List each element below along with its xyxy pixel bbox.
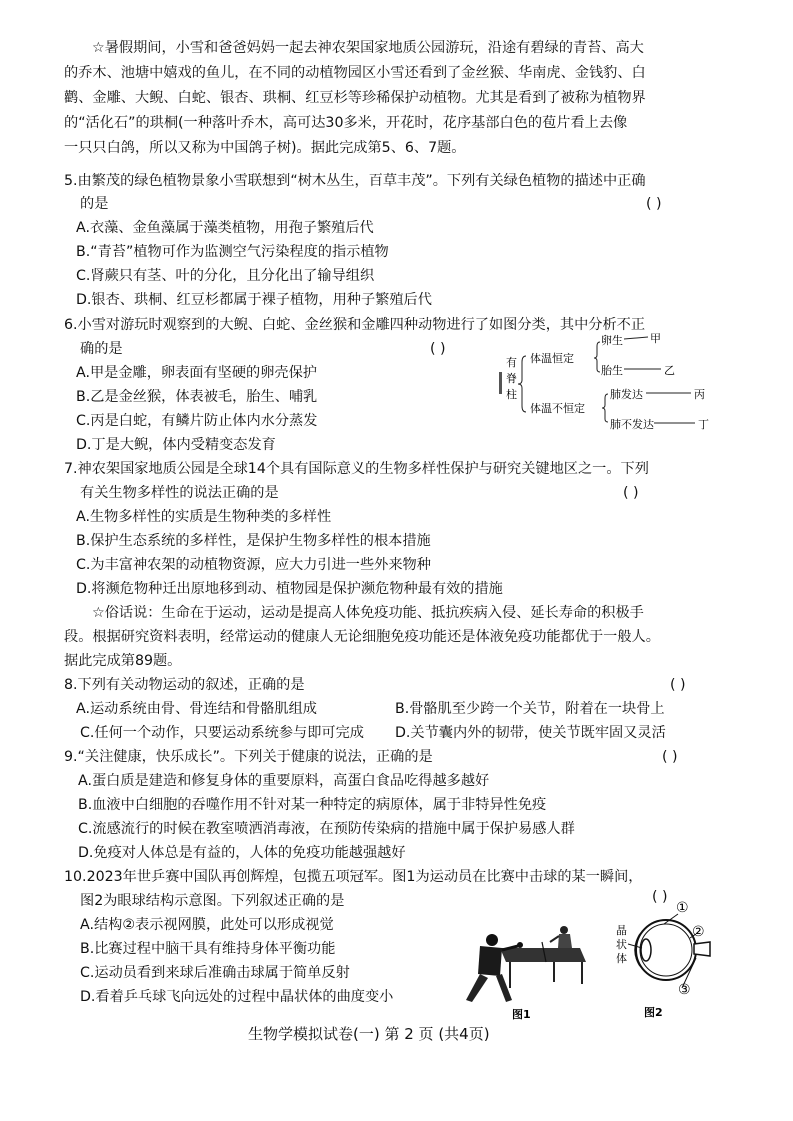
root-label-3: 柱 [506, 388, 517, 401]
q10-option-a: A.结构②表示视网膜，此处可以形成视觉 [80, 917, 334, 933]
q5-option-d: D.银杏、珙桐、红豆杉都属于裸子植物，用种子繁殖后代 [76, 292, 432, 308]
marker-2: ② [692, 924, 705, 940]
q5-stem: 5.由繁茂的绿色植物景象小雪联想到“树木丛生，百草丰茂”。下列有关绿色植物的描述中正确 [64, 173, 646, 189]
q5-option-b: B.“青苔”植物可作为监测空气污染程度的指示植物 [76, 244, 389, 260]
q5-option-a: A.衣藻、金鱼藻属于藻类植物，用孢子繁殖后代 [76, 220, 374, 236]
q7-answer-paren: ( ) [623, 485, 639, 501]
q9-stem: 9.“关注健康，快乐成长”。下列关于健康的说法，正确的是 [64, 749, 433, 765]
warm-brace [594, 342, 600, 372]
q6-option-c: C.丙是白蛇，有鳞片防止体内水分蒸发 [76, 413, 318, 429]
root-label-1: 有 [506, 356, 517, 369]
q9-option-b: B.血液中白细胞的吞噬作用不针对某一种特定的病原体，属于非特异性免疫 [78, 797, 547, 813]
q8-option-d: D.关节囊内外的韧带，使关节既牢固又灵活 [395, 725, 666, 741]
lung-undeveloped-label: 肺不发达 [610, 418, 654, 431]
table-top [500, 948, 586, 962]
intro2-line: 据此完成第89题。 [64, 653, 182, 669]
q5-stem: 的是 [80, 196, 109, 212]
q9-answer-paren: ( ) [662, 749, 678, 765]
q5-option-c: C.肾蕨只有茎、叶的分化，且分化出了输导组织 [76, 268, 375, 284]
q10-option-c: C.运动员看到来球后准确击球属于简单反射 [80, 965, 350, 981]
q7-stem: 有关生物多样性的说法正确的是 [80, 485, 279, 501]
far-player-head [560, 926, 568, 934]
lens-label-3: 体 [616, 952, 627, 965]
eye-structure-illustration [600, 898, 712, 1022]
q10-stem: 图2为眼球结构示意图。下列叙述正确的是 [80, 893, 345, 909]
q6-answer-paren: ( ) [430, 341, 446, 357]
q9-option-d: D.免疫对人体总是有益的，人体的免疫功能越强越好 [78, 845, 406, 861]
q8-answer-paren: ( ) [670, 677, 686, 693]
figure-1-table-tennis [462, 918, 592, 1022]
cold-label: 体温不恒定 [530, 402, 585, 415]
q9-option-a: A.蛋白质是建造和修复身体的重要原料，高蛋白食品吃得越多越好 [78, 773, 490, 789]
q6-option-a: A.甲是金雕，卵表面有坚硬的卵壳保护 [76, 365, 317, 381]
near-player-body [478, 946, 502, 976]
q7-option-c: C.为丰富神农架的动植物资源，应大力引进一些外来物种 [76, 557, 431, 573]
far-player-body [558, 934, 572, 948]
warm-label: 体温恒定 [530, 352, 574, 365]
figure-2-eye [600, 898, 712, 1022]
result-bing: 丙 [694, 388, 705, 401]
classification-diagram [498, 332, 718, 436]
q8-option-c: C.任何一个动作，只要运动系统参与即可完成 [80, 725, 364, 741]
intro1-line: 一只只白鸽，所以又称为中国鸽子树)。据此完成第5、6、7题。 [64, 140, 466, 156]
cold-brace [602, 394, 608, 422]
table-tennis-illustration [462, 918, 592, 1022]
root-brace [518, 356, 526, 412]
q8-option-a: A.运动系统由骨、骨连结和骨骼肌组成 [76, 701, 317, 717]
racket [517, 942, 523, 948]
q8-option-b: B.骨骼肌至少跨一个关节，附着在一块骨上 [395, 701, 665, 717]
near-player-leg [466, 974, 488, 1002]
q9-option-c: C.流感流行的时候在教室喷洒消毒液，在预防传染病的措施中属于保护易感人群 [78, 821, 575, 837]
marker-3: ③ [678, 982, 691, 998]
intro1-line: 鹳、金雕、大鲵、白蛇、银杏、珙桐、红豆杉等珍稀保护动植物。尤其是看到了被称为植物界 [64, 90, 646, 106]
q6-option-d: D.丁是大鲵，体内受精变态发育 [76, 437, 276, 453]
intro1-line: 的乔木、池塘中嬉戏的鱼儿，在不同的动植物园区小雪还看到了金丝猴、华南虎、金钱豹、白 [64, 65, 646, 81]
q10-answer-paren: ( ) [652, 889, 668, 905]
page-footer: 生物学模拟试卷(一) 第 2 页 (共4页) [248, 1025, 490, 1043]
q10-option-d: D.看着乒乓球飞向远处的过程中晶状体的曲度变小 [80, 989, 394, 1005]
result-yi: 乙 [664, 364, 675, 377]
q5-answer-paren: ( ) [646, 196, 662, 212]
intro2-line: ☆俗话说：生命在于运动，运动是提高人体免疫功能、抵抗疾病入侵、延长寿命的积极手 [92, 605, 644, 621]
oviparous-label: 卵生 [601, 334, 623, 347]
q6-stem: 确的是 [80, 341, 123, 357]
lens [641, 939, 651, 961]
intro1-line: 的“活化石”的珙桐(一种落叶乔木，高可达30多米，开花时，花序基部白色的苞片看上去像 [64, 115, 628, 131]
root-label-2: 脊 [506, 372, 517, 385]
line-jia [624, 337, 648, 339]
figure-2-caption: 图2 [644, 1006, 663, 1019]
optic-nerve [694, 942, 710, 956]
result-ding: 丁 [698, 418, 709, 431]
q7-stem: 7.神农架国家地质公园是全球14个具有国际意义的生物多样性保护与研究关键地区之一。下列 [64, 461, 649, 477]
root-marker [499, 372, 502, 394]
q6-option-b: B.乙是金丝猴，体表被毛，胎生、哺乳 [76, 389, 318, 405]
result-jia: 甲 [650, 332, 661, 345]
q10-stem: 10.2023年世乒赛中国队再创辉煌，包揽五项冠军。图1为运动员在比赛中击球的某一瞬间， [64, 869, 643, 885]
intro2-line: 段。根据研究资料表明，经常运动的健康人无论细胞免疫功能还是体液免疫功能都优于一般人。 [64, 629, 660, 645]
intro1-line: ☆暑假期间，小雪和爸爸妈妈一起去神农架国家地质公园游玩，沿途有碧绿的青苔、高大 [92, 40, 644, 56]
marker-1: ① [676, 900, 689, 916]
lens-label-2: 状 [616, 938, 627, 951]
lung-developed-label: 肺发达 [610, 388, 643, 401]
viviparous-label: 胎生 [601, 364, 623, 377]
far-player-arm [550, 936, 559, 942]
q7-option-a: A.生物多样性的实质是生物种类的多样性 [76, 509, 332, 525]
q7-option-d: D.将濒危物种迁出原地移到动、植物园是保护濒危物种最有效的措施 [76, 581, 503, 597]
lens-label-1: 晶 [616, 924, 627, 937]
q7-option-b: B.保护生态系统的多样性，是保护生物多样性的根本措施 [76, 533, 431, 549]
q6-stem: 6.小雪对游玩时观察到的大鲵、白蛇、金丝猴和金雕四种动物进行了如图分类，其中分析不正 [64, 317, 646, 333]
q10-option-b: B.比赛过程中脑干具有维持身体平衡功能 [80, 941, 336, 957]
near-player-head [486, 934, 498, 946]
figure-1-caption: 图1 [512, 1008, 531, 1021]
classification-svg [498, 332, 718, 436]
q8-stem: 8.下列有关动物运动的叙述，正确的是 [64, 677, 305, 693]
